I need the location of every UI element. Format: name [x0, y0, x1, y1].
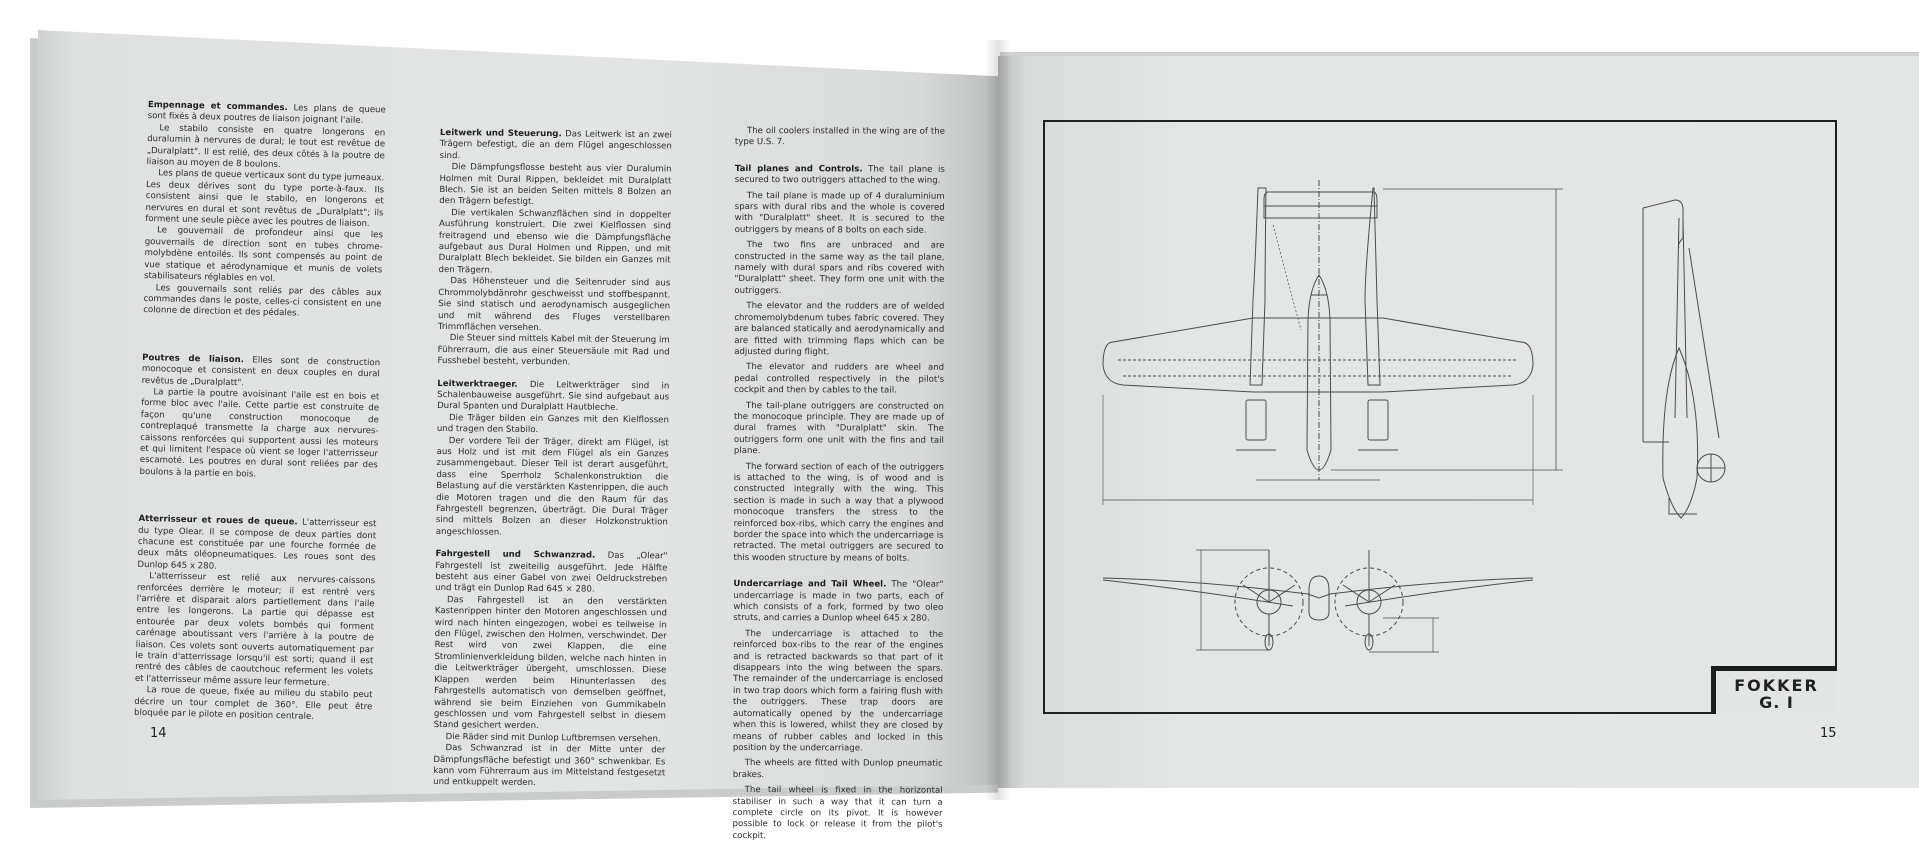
paragraph: The wheels are fitted with Dunlop pneumatic brakes.: [732, 758, 943, 780]
paragraph: The elevator and rudders are wheel and pedal controlled respectively in the pilot's cockpit and then by cables to the tail.: [734, 362, 945, 396]
page-number-right: 15: [1820, 726, 1837, 741]
paragraph: Der vordere Teil der Träger, direkt am Flügel, ist aus Holz und ist mit dem Flügel als ein Ganzes zusammengebaut. Dieser Teil ist derart ausgeführt, dass eine Sperrholz Schalenkonstruktion die Belastung auf die verstärkten Kastenrippen, die auch die Motoren tragen und die den Raum für das Fahrgestell begrenzen, überträgt. Die Dural Träger sind mittels Bolzen an dieser Holzkonstruktion angeschlossen.: [435, 435, 669, 538]
fr-section-3-p0: Atterrisseur et roues de queue. L'atterrisseur est du type Olear. Il se compose de deux parties dont chacune est constituée par une fourche formée de deux mâts oléopneumatiques. Les roues sont des Dunlop 645 x 280.: [137, 514, 377, 572]
en-section-2-p0: Undercarriage and Tail Wheel. The "Olear" undercarriage is made in two parts, each of which consists of a fork, formed by two oleo struts, and carries a Dunlop wheel 645 x 280.: [733, 579, 944, 625]
paragraph: The tail-plane outriggers are constructed on the monocoque principle. They are made up of dural frames with "Duralplatt" skin. The outriggers form one unit with the fins and tail plane.: [733, 400, 945, 457]
de-heading-leitwerktraeger: Leitwerktraeger.: [437, 378, 518, 390]
side-view-drawing: [1643, 200, 1725, 518]
de-heading-leitwerk: Leitwerk und Steuerung.: [439, 128, 562, 140]
aircraft-three-view-drawing: [1043, 120, 1837, 714]
de-section-1-p0: Leitwerk und Steuerung. Das Leitwerk ist an zwei Trägern befestigt, die an dem Flügel angeschlossen sind.: [439, 128, 672, 162]
paragraph: La roue de queue, fixée au milieu du stabilo peut décrire un tour complet de 360°. Elle peut être bloquée par le pilote en position centrale.: [133, 685, 373, 723]
french-column: [134, 100, 386, 725]
paragraph: The two fins are unbraced and are constructed in the same way as the tail plane, namely with dural spars and ribs covered with "Duralplatt" sheet. They form one unit with the outriggers.: [734, 240, 945, 297]
paragraph: The tail plane is made up of 4 duraluminium spars with dural ribs and the whole is covered with "Duralplatt" sheet. It is secured to the outriggers by means of 8 bolts on each side.: [734, 190, 945, 236]
paragraph: Die vertikalen Schwanzflächen sind in doppelter Ausführung konstruiert. Die zwei Kielflossen sind freitragend und ebenso wie die Dämpfungsfläche aufgebaut aus Dural Holmen und Rippen, und mit Duralplatt Blech bekleidet. Sie bilden ein Ganzes mit den Trägern.: [438, 207, 672, 276]
page-number-left: 14: [150, 726, 167, 741]
paragraph: The tail wheel is fixed in the horizontal stabiliser in such a way that it can turn a complete circle on its pivot. It is however possible to lock or release it from the pilot's cockpit.: [732, 785, 943, 841]
paragraph: La partie la poutre avoisinant l'aile est en bois et forme bloc avec l'aile. Cette partie est construite de façon qu'une construction monocoque de contreplaqué transmette la charge aux nervures-caissons renforcées qui supportent aussi les moteurs et qui limitent l'espace où vient se loger l'atterrisseur escamoté. Les poutres en dural sont reliées par des boulons à la partie en bois.: [139, 387, 380, 480]
de-section-2-p0: Leitwerktraeger. Die Leitwerkträger sind in Schalenbauweise ausgeführt. Sie sind aufgebaut aus Dural Spanten und Duralplatt Hautbleche.: [437, 378, 670, 414]
title-line-2: G. I: [1759, 693, 1794, 712]
paragraph: The forward section of each of the outriggers is attached to the wing, is of wood and is constructed integrally with the wing. This section is made in such a way that a plywood monocoque transfers the stress to the reinforced box-ribs, which carry the engines and border the space into which the undercarriage is retracted. The metal outriggers are secured to this wooden structure by means of bolts.: [733, 461, 944, 564]
paragraph: Die Dämpfungsflosse besteht aus vier Duralumin Holmen mit Dural Rippen, bekleidet mit Duralplatt Blech. Sie ist an beiden Seiten mittels 8 Bolzen an den Trägern befestigt.: [439, 162, 672, 208]
paragraph: Die Träger bilden ein Ganzes mit den Kielflossen und tragen den Stabilo.: [436, 412, 670, 436]
paragraph: Le stabilo consiste en quatre longerons en duralumin à nervures de dural; le tout est revêtue de „Duralplatt". Il est relié, des deux côtés à la poutre de liaison au moyen de 8 boulons.: [146, 123, 386, 171]
paragraph: The undercarriage is attached to the reinforced box-ribs to the rear of the engines and is retracted backwards so that part of it disappears into the wing between the spars. The remainder of the undercarriage is enclosed in two trap doors which form a fairing flush with the outriggers. These trap doors are automatically opened by the undercarriage when this is lowered, whilst they are closed by means of rubber cables and locked in this position by the undercarriage.: [732, 628, 944, 754]
german-column: [433, 128, 672, 791]
de-heading-fahrgestell: Fahrgestell und Schwanzrad.: [435, 549, 596, 561]
spine-shadow: [985, 40, 1011, 800]
front-view-drawing: [1103, 550, 1533, 652]
paragraph: Das Fahrgestell ist an den verstärkten Kastenrippen hinter den Motoren angeschlossen und wird nach hinten eingezogen, wobei es teilweise in den Flügel, zwischen den Holmen, verschwindet. Der Rest wird von zwei Klappen, die eine Stromlinienverkleidung bilden, welche nach hinten in die Leitwerkträger übergeht, umschlossen. Diese Klappen werden beim Hinunterlassen des Fahrgestells automatisch von demselben geöffnet, während sie beim Einziehen von Gummikabeln geschlossen und vom Fahrgestell selbst in diesem Stand gesichert werden.: [433, 594, 668, 732]
fr-heading-poutres: Poutres de liaison.: [142, 352, 245, 365]
paragraph: Das Höhensteuer und die Seitenruder sind aus Chrommolybdänrohr geschweisst und stoffbespannt. Sie sind statisch und aerodynamisch ausgeglichen und mit während des Fluges verstellbaren Trimmflächen versehen.: [437, 276, 671, 333]
title-line-1: FOKKER: [1734, 676, 1819, 695]
fr-section-2-p0: Poutres de liaison. Elles sont de construction monocoque et consistent en deux couples en dural revêtus de „Duralplatt".: [141, 352, 381, 388]
paragraph: The elevator and the rudders are of welded chromemolybdenum tubes fabric covered. They are balanced statically and aerodynamically and are fitted with trimming flaps which can be adjusted during flight.: [734, 301, 945, 358]
paragraph: L'atterrisseur est relié aux nervures-caissons renforcées derrière le moteur; il est rentré vers l'arrière et disparait alors partiellement dans l'aile entre les longerons. La partie qui dépasse est entourée par deux volets bombés qui forment carénage aboutissant vers l'arrière à la poutre de liaison. Ces volets sont ouverts automatiquement par le train d'atterrissage lorsqu'il est sorti; quand il est rentré des câbles de caoutchouc referment les volets et l'atterrisseur même assure leur fermeture.: [134, 571, 376, 689]
paragraph: Les plans de queue verticaux sont du type jumeaux. Les deux dérives sont du type porte-à-faux. Ils consistent ainsi que le stabilo, en longerons et nervures en dural et sont revêtus de „Duralplatt"; ils forment une seule pièce avec les poutres de liaison.: [145, 168, 385, 230]
en-heading-undercarriage: Undercarriage and Tail Wheel.: [733, 579, 887, 590]
en-heading-tail-planes: Tail planes and Controls.: [734, 163, 863, 175]
aircraft-title-box: [1711, 666, 1837, 714]
fr-heading-atterrisseur: Atterrisseur et roues de queue.: [138, 514, 298, 528]
paragraph: Das Schwanzrad ist in der Mitte unter der Dämpfungsfläche befestigt und 360° schwenkbar. Es kann vom Führerraum aus im Mittelstand festgesetzt und entkuppelt werden.: [433, 743, 666, 789]
paragraph: Le gouvernail de profondeur ainsi que les gouvernails de direction sont en tubes chrome-molybdène entoilés. Ils sont compensés au point de vue statique et aérodynamique et munis de volets stabilisateurs réglables en vol.: [143, 225, 384, 285]
paragraph: Die Räder sind mit Dunlop Luftbremsen versehen.: [445, 731, 661, 745]
fr-heading-empennage: Empennage et commandes.: [147, 100, 288, 114]
english-column: [732, 126, 945, 847]
fr-section-1-p0: Empennage et commandes. Les plans de queue sont fixés à deux poutres de liaison joignant l'aile.: [147, 100, 386, 127]
en-intro: The oil coolers installed in the wing are of the type U.S. 7.: [734, 126, 945, 148]
plan-view-drawing: [1103, 180, 1563, 505]
de-section-3-p0: Fahrgestell und Schwanzrad. Das „Olear" Fahrgestell ist zweiteilig ausgeführt. Jede Hälfte besteht aus einer Gabel von zwei Oeldruckstreben und trägt ein Dunlop Rad 645 × 280.: [435, 549, 668, 596]
paragraph: Die Steuer sind mittels Kabel mit der Steuerung im Führerraum, die aus einer Steuersäule mit Rad und Fusshebel besteht, verbunden.: [437, 333, 670, 368]
paragraph: Les gouvernails sont reliés par des câbles aux commandes dans le poste, celles-ci consistent en une colonne de direction et des pédales.: [143, 282, 382, 319]
en-section-1-p0: Tail planes and Controls. The tail plane is secured to two outriggers attached to the wing.: [734, 163, 945, 186]
